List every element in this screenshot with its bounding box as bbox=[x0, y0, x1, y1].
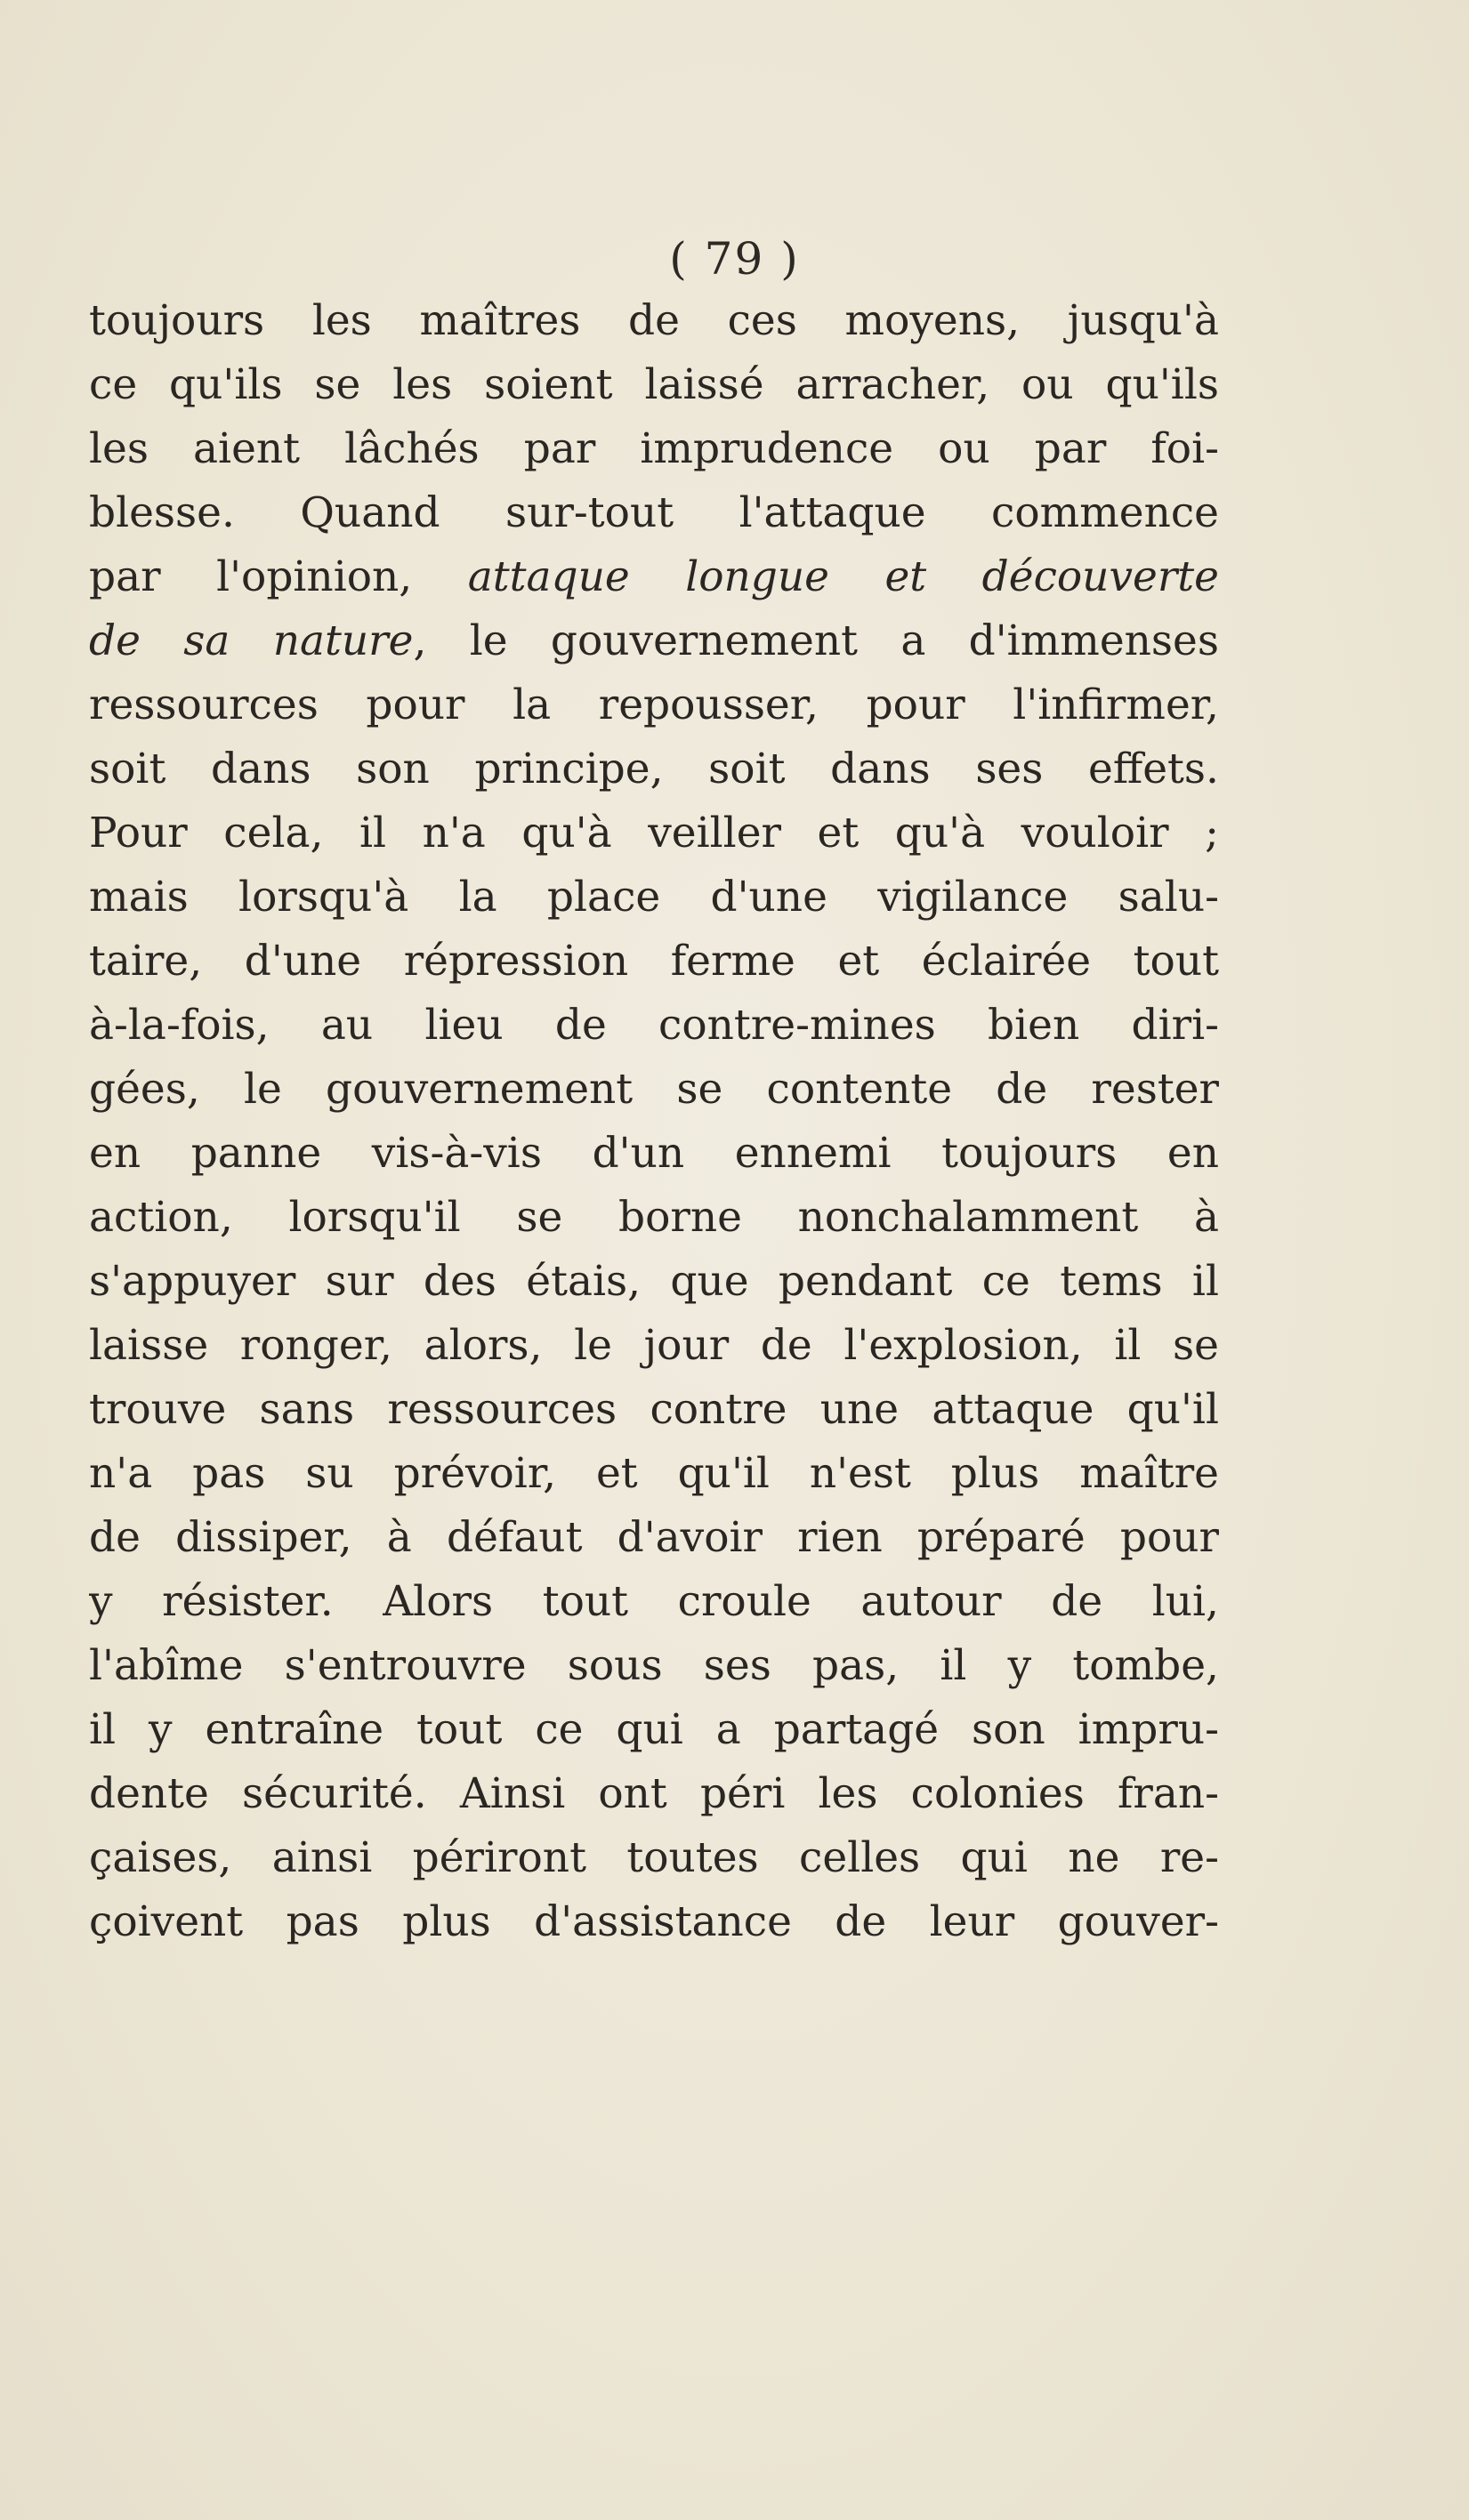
text-line bbox=[89, 289, 1219, 353]
line-text: Pour cela, il n'a qu'à veiller et qu'à vouloir ; bbox=[89, 809, 1219, 857]
text-line bbox=[89, 930, 1219, 994]
text-line bbox=[89, 1762, 1219, 1826]
line-text: laisse ronger, alors, le jour de l'explosion, il se bbox=[89, 1321, 1219, 1370]
line-text: gées, le gouvernement se contente de rester bbox=[89, 1065, 1219, 1114]
italic-phrase: de sa nature bbox=[89, 616, 414, 665]
page-number: ( 79 ) bbox=[669, 233, 800, 285]
text-line bbox=[89, 1826, 1219, 1890]
text-line bbox=[89, 1378, 1219, 1442]
text-line bbox=[89, 1442, 1219, 1506]
line-text: par l'opinion, bbox=[89, 552, 468, 601]
text-line bbox=[89, 417, 1219, 481]
text-line bbox=[89, 801, 1219, 865]
line-text: s'appuyer sur des étais, que pendant ce tems il bbox=[89, 1257, 1219, 1306]
line-text: y résister. Alors tout croule autour de lui, bbox=[89, 1577, 1219, 1626]
text-line bbox=[89, 481, 1219, 545]
line-text: à-la-fois, au lieu de contre-mines bien diri- bbox=[89, 1001, 1219, 1050]
text-line bbox=[89, 865, 1219, 930]
text-line bbox=[89, 1890, 1219, 1954]
text-line bbox=[89, 353, 1219, 417]
line-text: toujours les maîtres de ces moyens, jusqu'à bbox=[89, 296, 1219, 345]
text-line bbox=[89, 1506, 1219, 1570]
line-text: çoivent pas plus d'assistance de leur gouver- bbox=[89, 1897, 1219, 1946]
text-line bbox=[89, 1250, 1219, 1314]
line-text: soit dans son principe, soit dans ses effets. bbox=[89, 745, 1219, 793]
line-text: il y entraîne tout ce qui a partagé son impru- bbox=[89, 1705, 1219, 1754]
line-text: , le gouvernement a d'immenses bbox=[413, 616, 1219, 665]
text-line bbox=[89, 1634, 1219, 1698]
line-text: taire, d'une répression ferme et éclairée tout bbox=[89, 937, 1219, 986]
text-line bbox=[89, 545, 1219, 609]
line-text: trouve sans ressources contre une attaque qu'il bbox=[89, 1385, 1219, 1434]
line-text: de dissiper, à défaut d'avoir rien préparé pour bbox=[89, 1513, 1219, 1562]
line-text: ce qu'ils se les soient laissé arracher, ou qu'ils bbox=[89, 360, 1219, 409]
text-line bbox=[89, 1186, 1219, 1250]
text-line bbox=[89, 1570, 1219, 1634]
text-line bbox=[89, 673, 1219, 737]
italic-phrase: attaque longue et découverte bbox=[467, 552, 1219, 601]
text-line bbox=[89, 1058, 1219, 1122]
line-text: çaises, ainsi périront toutes celles qui ne re- bbox=[89, 1833, 1219, 1882]
line-text: dente sécurité. Ainsi ont péri les colonies fran- bbox=[89, 1769, 1219, 1818]
line-text: blesse. Quand sur-tout l'attaque commence bbox=[89, 488, 1219, 537]
text-line bbox=[89, 994, 1219, 1058]
line-text: n'a pas su prévoir, et qu'il n'est plus maître bbox=[89, 1449, 1219, 1498]
body-text bbox=[89, 289, 1219, 1954]
line-text: ressources pour la repousser, pour l'infirmer, bbox=[89, 680, 1219, 729]
text-line bbox=[89, 609, 1219, 673]
line-text: les aient lâchés par imprudence ou par foi- bbox=[89, 424, 1219, 473]
line-text: mais lorsqu'à la place d'une vigilance salu- bbox=[89, 873, 1219, 922]
text-line bbox=[89, 1122, 1219, 1186]
text-line bbox=[89, 737, 1219, 801]
text-line bbox=[89, 1314, 1219, 1378]
line-text: en panne vis-à-vis d'un ennemi toujours en bbox=[89, 1129, 1219, 1178]
text-line bbox=[89, 1698, 1219, 1762]
line-text: l'abîme s'entrouvre sous ses pas, il y tombe, bbox=[89, 1641, 1219, 1690]
line-text: action, lorsqu'il se borne nonchalamment à bbox=[89, 1193, 1219, 1242]
